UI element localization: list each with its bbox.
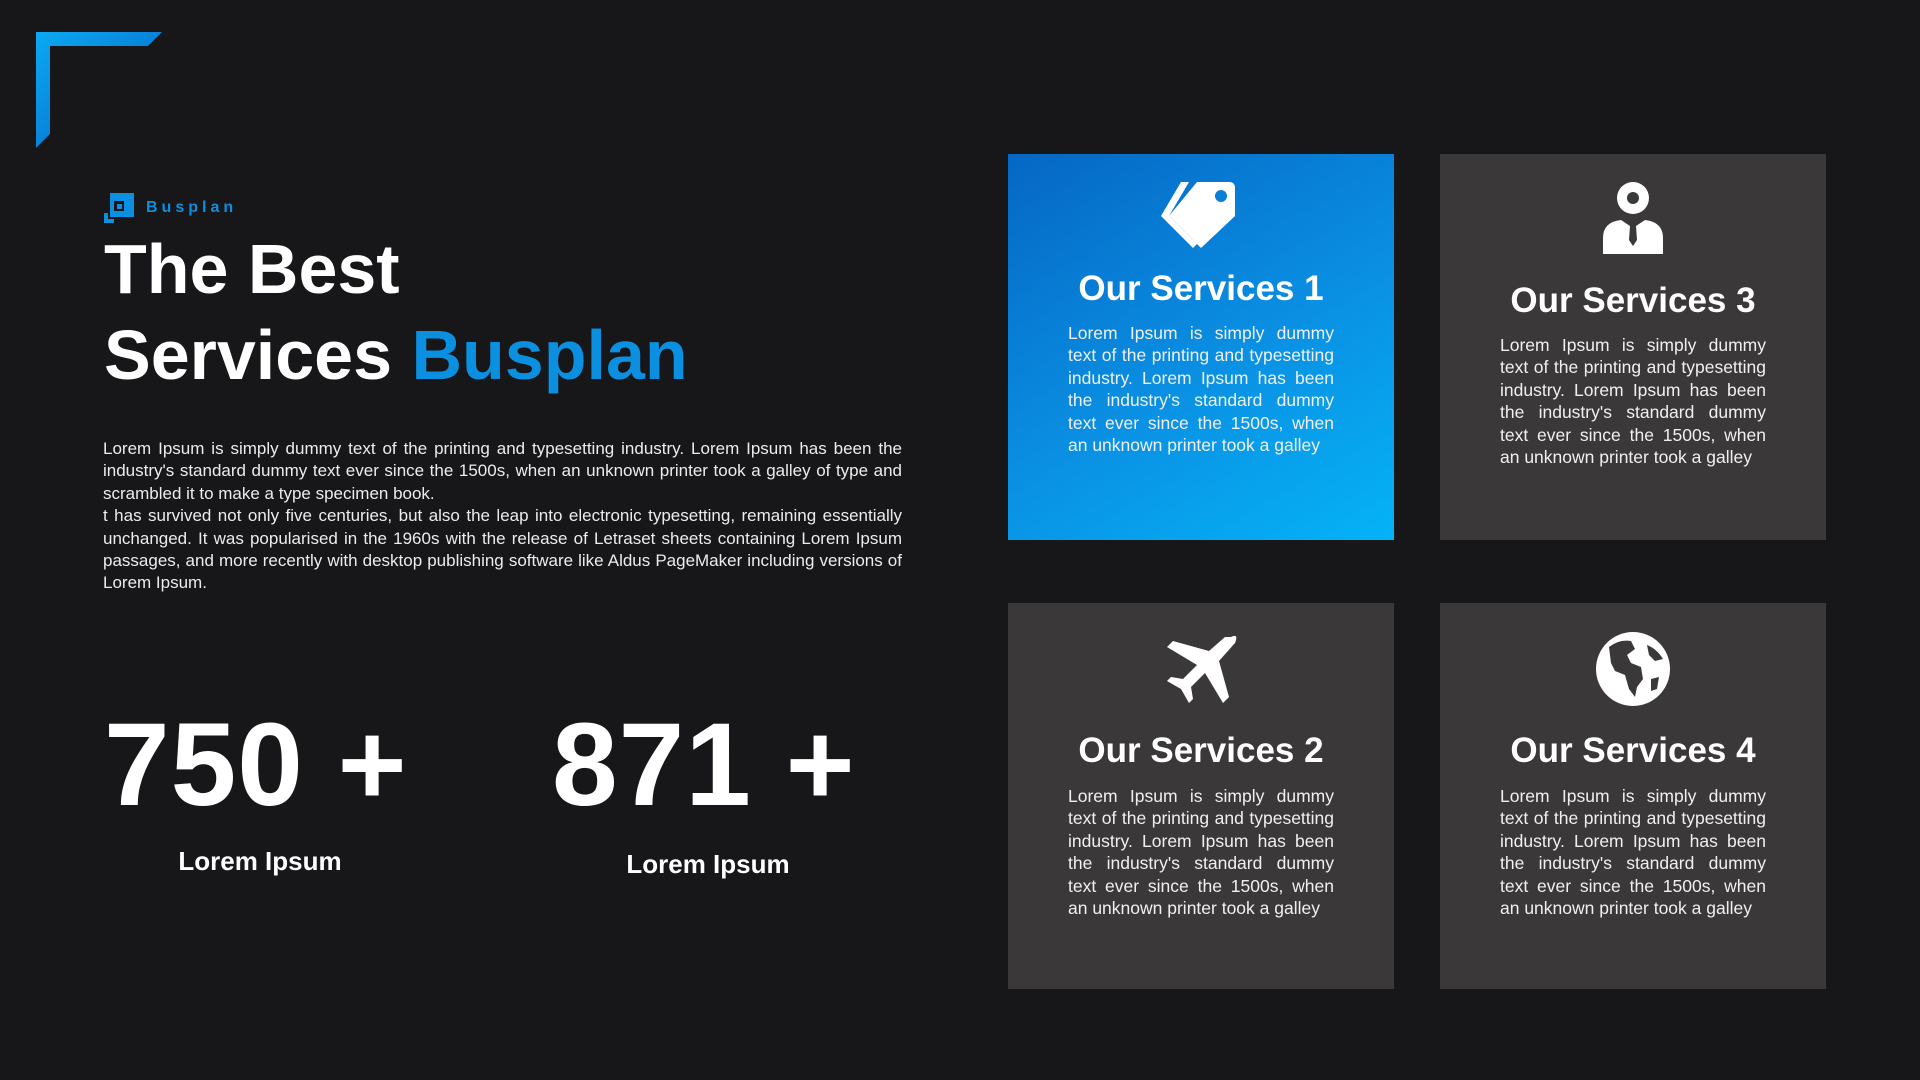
corner-bracket-decoration <box>36 32 162 148</box>
service-card-3[interactable] <box>1440 154 1826 540</box>
service-title: Our Services 3 <box>1510 281 1756 320</box>
globe-icon <box>1591 627 1675 711</box>
description-paragraph-1: Lorem Ipsum is simply dummy text of the printing and typesetting industry. Lorem Ipsum has been the industry's standard dummy text ever since the 1500s, when an unknown printer took a galley of type and scrambled it to make a type specimen book. <box>103 439 902 503</box>
service-text: Lorem Ipsum is simply dummy text of the printing and typesetting industry. Lorem Ipsum has been the industry's standard dummy text ever since the 1500s, when an unknown printer took a galley <box>1068 786 1334 919</box>
title-line-1: The Best <box>104 230 400 308</box>
title-line-2-accent: Busplan <box>411 316 688 394</box>
service-text: Lorem Ipsum is simply dummy text of the printing and typesetting industry. Lorem Ipsum has been the industry's standard dummy text ever since the 1500s, when an unknown printer took a galley <box>1500 786 1766 919</box>
service-title: Our Services 2 <box>1078 731 1324 770</box>
service-card-4[interactable] <box>1440 603 1826 989</box>
title-line-2-main: Services <box>104 316 393 394</box>
tags-icon <box>1159 176 1243 260</box>
service-text: Lorem Ipsum is simply dummy text of the printing and typesetting industry. Lorem Ipsum has been the industry's standard dummy text ever since the 1500s, when an unknown printer took a galley <box>1500 335 1766 468</box>
service-card-1[interactable] <box>1008 154 1394 540</box>
stat-label: Lorem Ipsum <box>178 846 342 876</box>
stat-number: 871 + <box>552 699 856 831</box>
description-paragraph-2: t has survived not only five centuries, but also the leap into electronic typesetting, remaining essentially unchanged. It was popularised in the 1960s with the release of Letraset sheets containing Lorem Ipsum passages, and more recently with desktop publishing software like Aldus PageMaker including versions of Lorem Ipsum. <box>103 506 902 593</box>
businessman-icon <box>1591 178 1675 262</box>
brand <box>104 193 237 223</box>
service-title: Our Services 1 <box>1078 269 1324 308</box>
brand-logo-icon <box>104 193 134 223</box>
page-title <box>104 226 688 398</box>
description <box>103 438 902 595</box>
service-text: Lorem Ipsum is simply dummy text of the printing and typesetting industry. Lorem Ipsum has been the industry's standard dummy text ever since the 1500s, when an unknown printer took a galley <box>1068 323 1334 456</box>
stat-1 <box>104 699 524 876</box>
service-card-2[interactable] <box>1008 603 1394 989</box>
title-line-2 <box>104 312 688 398</box>
stat-number: 750 + <box>104 699 408 831</box>
airplane-icon <box>1159 629 1243 713</box>
stat-label: Lorem Ipsum <box>626 849 790 879</box>
stat-2 <box>552 699 972 879</box>
brand-name: Busplan <box>146 199 238 216</box>
service-title: Our Services 4 <box>1510 731 1756 770</box>
